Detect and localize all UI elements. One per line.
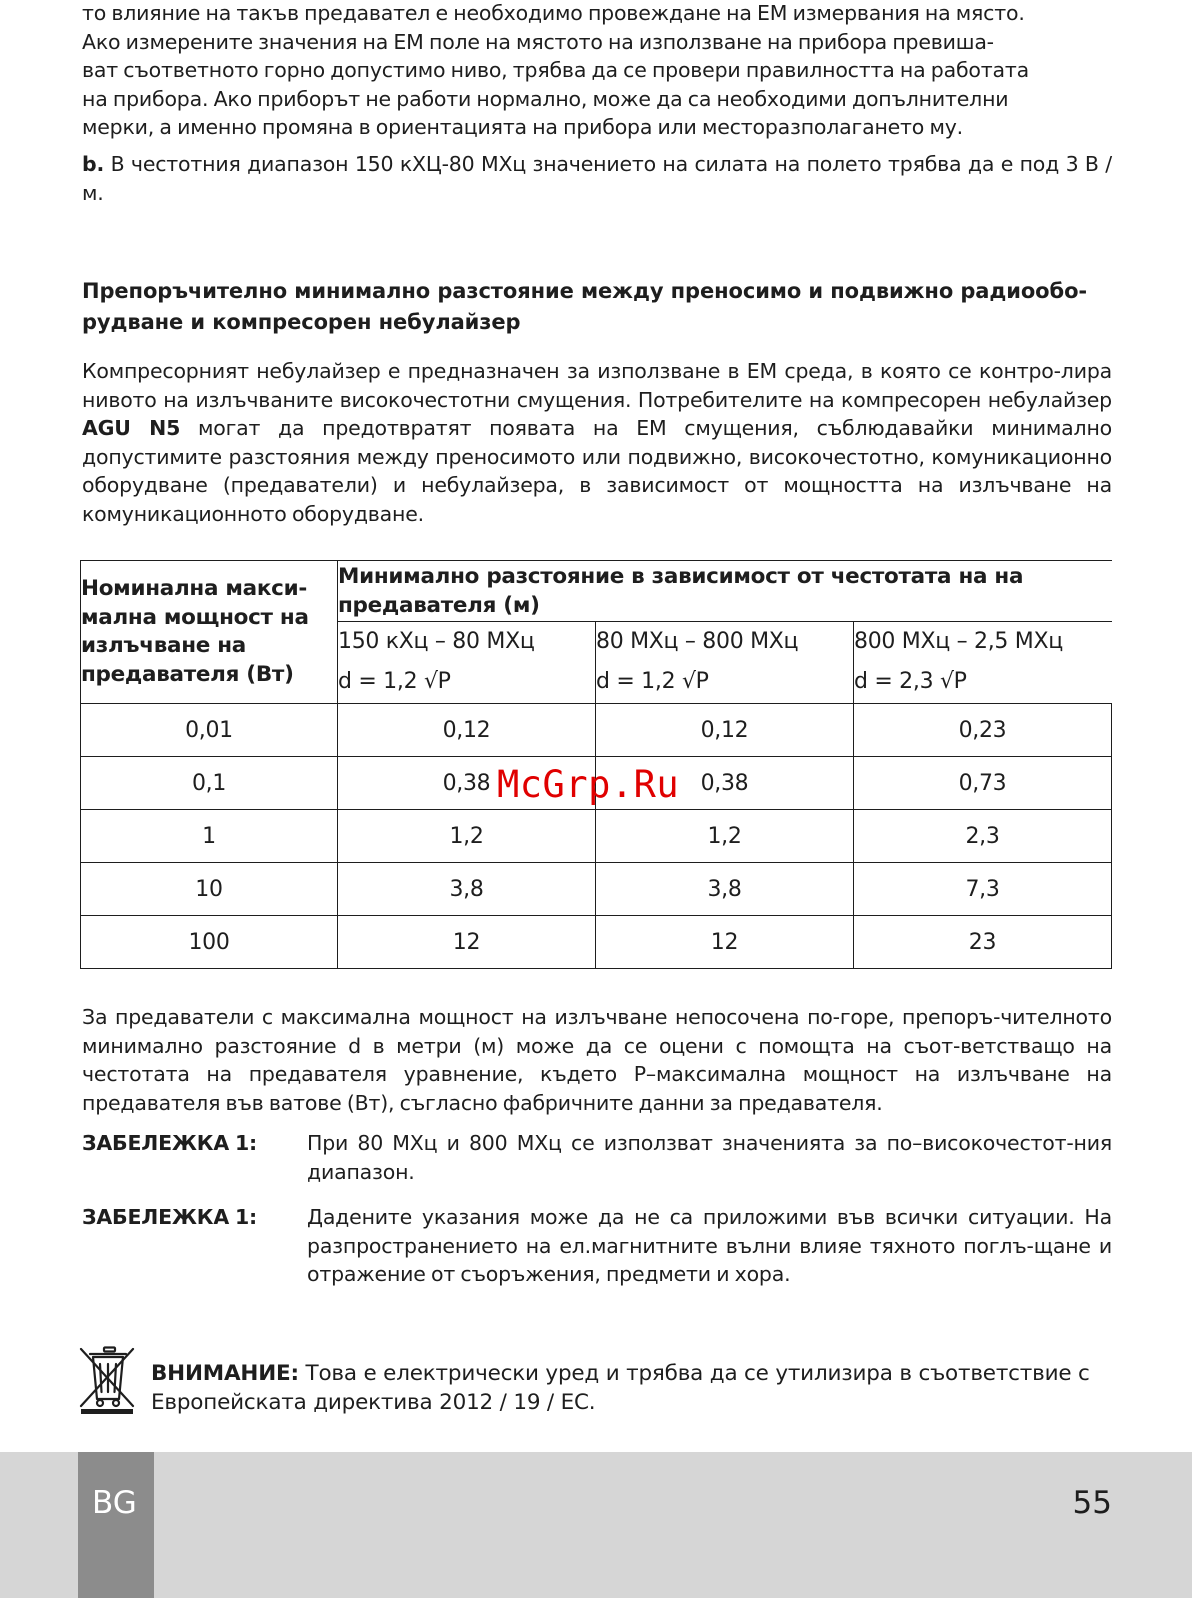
- item-b: [82, 150, 1112, 207]
- note-text: При 80 МХц и 800 МХц се използват значенията за по–високочестот-ния диапазон.: [307, 1131, 1112, 1184]
- item-b-text: В честотния диапазон 150 кХЦ-80 МХц значението на силата на полето трябва да е под 3 В / м.: [82, 152, 1112, 205]
- distance-cell: 0,38: [596, 757, 854, 810]
- section-body-end: могат да предотвратят появата на ЕМ смущения, съблюдавайки минимално допустимите разстояния между преносимото или подвижно, високочестотно, комуникационно оборудване (предаватели) и небулайзера, в зависимост от мощността на излъчване на комуникационното оборудване.: [82, 416, 1112, 526]
- note-1: [82, 1129, 1112, 1186]
- distance-cell: 0,38: [338, 757, 596, 810]
- distance-cell: 0,73: [854, 757, 1112, 810]
- note-text: Дадените указания може да не са приложими във всички ситуации. На разпространението на ел.магнитните вълни влияе тяхното поглъ-щане и отражение от съоръжения, предмети и хора.: [307, 1205, 1112, 1287]
- intro-line: то влияние на такъв предавател е необходимо провеждане на ЕМ измервания на място.: [82, 1, 1025, 25]
- band-header: [854, 622, 1112, 704]
- section-heading: Препоръчително минимално разстояние между преносимо и подвижно радиообо-рудване и компресорен небулайзер: [82, 279, 1088, 334]
- band-formula: d = 1,2 √P: [338, 669, 451, 694]
- power-cell: 100: [81, 916, 338, 969]
- header-distance: Минимално разстояние в зависимост от честотата на на предавателя (м): [338, 561, 1112, 622]
- section-body-start: Компресорният небулайзер е предназначен за използване в ЕМ среда, в която се контро-лира нивото на излъчваните високочестотни смущения. Потребителите на компресорен небулайзер: [82, 359, 1112, 412]
- band-formula: d = 1,2 √P: [596, 669, 709, 694]
- distance-cell: 2,3: [854, 810, 1112, 863]
- site-watermark: McGrp.Ru: [497, 763, 680, 806]
- table-row: [81, 810, 1112, 863]
- language-code: BG: [92, 1485, 137, 1521]
- power-cell: 0,1: [81, 757, 338, 810]
- power-cell: 10: [81, 863, 338, 916]
- distance-cell: 3,8: [596, 863, 854, 916]
- band-header: [338, 622, 596, 704]
- page-number: 55: [1072, 1485, 1112, 1521]
- intro-line: Ако измерените значения на ЕМ поле на мястото на използване на прибора превиша-: [82, 29, 994, 54]
- intro-line: на прибора. Ако приборът не работи нормално, може да са необходими допълнителни: [82, 86, 1009, 111]
- distance-cell: 0,12: [596, 704, 854, 757]
- distance-cell: 23: [854, 916, 1112, 969]
- distance-cell: 7,3: [854, 863, 1112, 916]
- warning-label: ВНИМАНИЕ:: [151, 1361, 299, 1386]
- distance-cell: 12: [338, 916, 596, 969]
- page-footer: [0, 1452, 1192, 1598]
- header-power: Номинална макси-мална мощност на излъчване на предавателя (Вт): [81, 561, 338, 704]
- intro-line: ват съответното горно допустимо ниво, трябва да се провери правилността на работата: [82, 58, 1029, 83]
- item-b-marker: b.: [82, 152, 105, 176]
- band-range: 80 МХц – 800 МХц: [596, 629, 799, 654]
- distance-cell: 3,8: [338, 863, 596, 916]
- band-header: [596, 622, 854, 704]
- distance-cell: 1,2: [596, 810, 854, 863]
- note-label: ЗАБЕЛЕЖКА 1:: [82, 1205, 258, 1229]
- table-row: [81, 916, 1112, 969]
- warning-text: [151, 1359, 1112, 1417]
- table-row: [81, 704, 1112, 757]
- distance-cell: 1,2: [338, 810, 596, 863]
- weee-crossed-bin-icon: [78, 1346, 136, 1416]
- band-formula: d = 2,3 √P: [854, 669, 967, 694]
- distance-cell: 0,12: [338, 704, 596, 757]
- table-row: [81, 863, 1112, 916]
- band-range: 800 МХц – 2,5 МХц: [854, 629, 1063, 654]
- model-name: AGU N5: [82, 416, 181, 441]
- table-header-row: [81, 561, 1112, 622]
- power-cell: 0,01: [81, 704, 338, 757]
- band-range: 150 кХц – 80 МХц: [338, 629, 535, 654]
- distance-cell: 12: [596, 916, 854, 969]
- warning-body: Това е електрически уред и трябва да се утилизира в съответствие с Европейската директива 2012 / 19 / ЕС.: [151, 1361, 1090, 1415]
- distance-cell: 0,23: [854, 704, 1112, 757]
- note-2: [82, 1203, 1112, 1289]
- intro-paragraph: [82, 0, 1112, 142]
- power-cell: 1: [81, 810, 338, 863]
- language-tab: [78, 1452, 154, 1598]
- intro-line: мерки, а именно промяна в ориентацията на прибора или месторазполагането му.: [82, 115, 963, 140]
- section-body: [82, 357, 1112, 529]
- note-label: ЗАБЕЛЕЖКА 1:: [82, 1131, 258, 1155]
- after-table-paragraph: За предаватели с максимална мощност на излъчване непосочена по-горе, препоръ-чителното минимално разстояние d в метри (м) може да се оцени с помощта на съот-ветстващо на честотата на предавателя уравнение, където Р–максимална мощност на излъчване на предавателя във ватове (Вт), съгласно фабричните данни за предавателя.: [82, 1005, 1112, 1115]
